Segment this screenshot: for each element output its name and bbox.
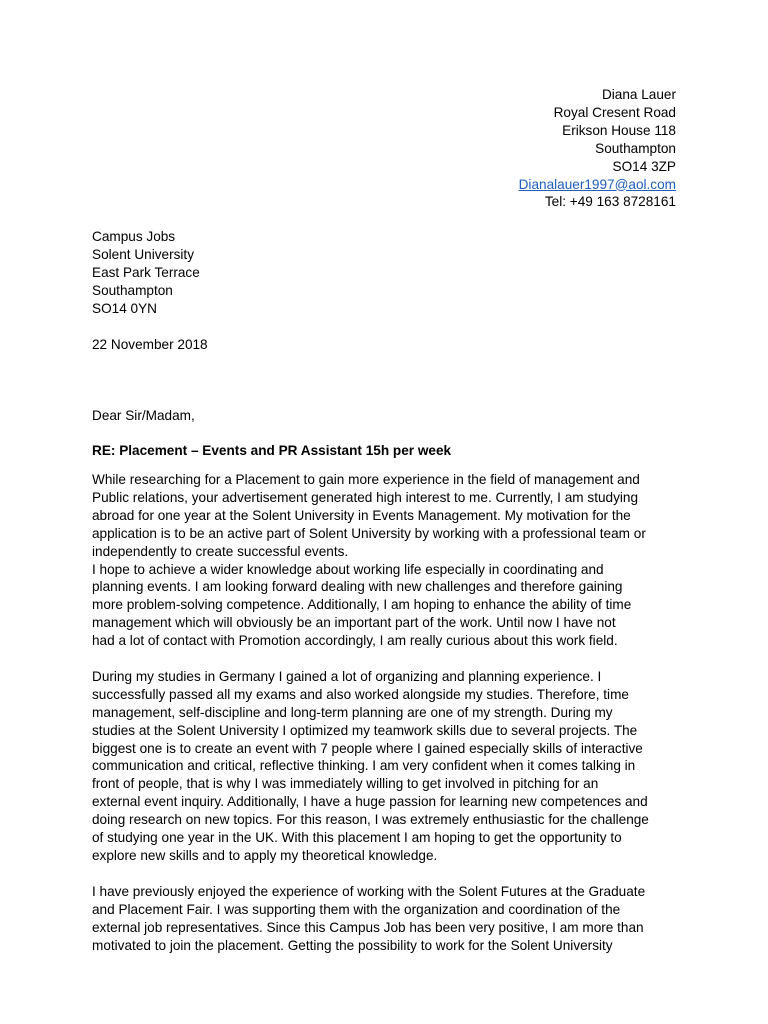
paragraph-2 [92,561,684,651]
body-line: external event inquiry. Additionally, I have a huge passion for learning new competences and [92,794,648,810]
sender-street: Royal Cresent Road [553,104,676,120]
sender-city: Southampton [595,140,676,156]
body-line: I have previously enjoyed the experience of working with the Solent Futures at the Graduate [92,883,646,899]
recipient-line: Campus Jobs [92,229,176,244]
body-line: planning events. I am looking forward dealing with new challenges and therefore gaining [92,579,623,595]
subject-line: RE: Placement – Events and PR Assistant 15h per week [92,443,452,458]
body-line: had a lot of contact with Promotion accordingly, I am really curious about this work field. [92,633,618,649]
body-line: more problem-solving competence. Additionally, I am hoping to enhance the ability of time [92,597,632,613]
salutation: Dear Sir/Madam, [92,408,195,423]
body-line: of studying one year in the UK. With this placement I am hoping to get the opportunity to [92,830,622,846]
body-line: management, self-discipline and long-term planning are one of my strength. During my [92,704,613,720]
sender-name: Diana Lauer [601,87,676,102]
body-line: Public relations, your advertisement generated high interest to me. Currently, I am studying [92,489,639,505]
body-line: I hope to achieve a wider knowledge about working life especially in coordinating and [92,561,604,577]
body-line: independently to create successful events. [92,543,349,559]
paragraph-3 [92,668,684,865]
body-line: studies at the Solent University I optimized my teamwork skills due to several projects. The [92,722,638,738]
sender-phone: Tel: +49 163 8728161 [544,194,676,210]
recipient-line: Solent University [92,246,194,262]
letter-date: 22 November 2018 [92,337,208,352]
sender-postcode: SO14 3ZP [612,158,676,174]
body-line: front of people, that is why I was immediately willing to get involved in pitching for an [92,776,599,792]
body-line: and Placement Fair. I was supporting them with the organization and coordination of the [92,901,621,917]
recipient-line: SO14 0YN [92,300,157,316]
paragraph-1 [92,471,684,561]
sender-address-block [519,86,676,211]
body-line: application is to be an active part of Solent University by working with a professional team or [92,525,646,541]
body-line: external job representatives. Since this Campus Job has been very positive, I am more than [92,919,644,935]
body-line: communication and critical, reflective thinking. I am very confident when it comes talking in [92,758,636,774]
body-line: abroad for one year at the Solent University in Events Management. My motivation for the [92,507,631,523]
paragraph-4 [92,883,684,955]
body-line: motivated to join the placement. Getting the possibility to work for the Solent University [92,937,613,953]
letter-body [92,471,684,954]
body-line: successfully passed all my exams and also worked alongside my studies. Therefore, time [92,686,629,702]
body-line: doing research on new topics. For this reason, I was extremely enthusiastic for the challenge [92,812,649,828]
body-line: management which will obviously be an important part of the work. Until now I have not [92,615,616,631]
recipient-line: Southampton [92,282,173,298]
body-line: biggest one is to create an event with 7 people where I gained especially skills of interactive [92,740,643,756]
body-line: explore new skills and to apply my theoretical knowledge. [92,848,438,864]
sender-house: Erikson House 118 [562,122,676,138]
recipient-address-block [92,228,200,318]
sender-email-link[interactable]: Dianalauer1997@aol.com [518,176,676,192]
body-line: During my studies in Germany I gained a lot of organizing and planning experience. I [92,668,602,684]
recipient-line: East Park Terrace [92,264,200,280]
body-line: While researching for a Placement to gain more experience in the field of management and [92,472,640,487]
